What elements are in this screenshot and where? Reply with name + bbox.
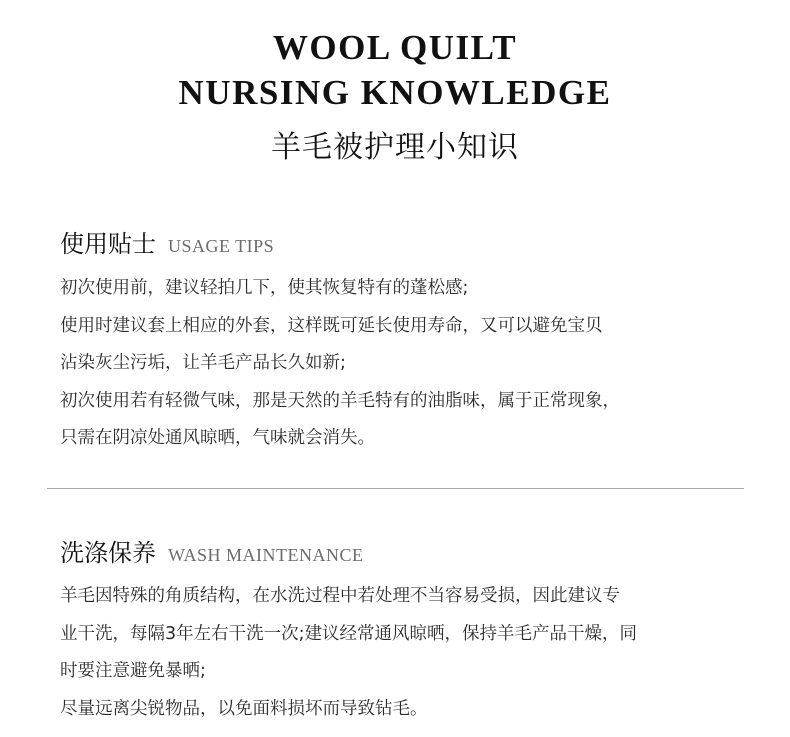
title-chinese: 羊毛被护理小知识	[271, 130, 519, 165]
wash-maintenance-heading-zh: 洗涤保养	[60, 539, 156, 567]
usage-tips-text	[60, 270, 750, 458]
wash-maintenance-heading	[60, 533, 364, 567]
usage-tips-line: 沾染灰尘污垢，让羊毛产品长久如新;	[60, 353, 346, 373]
wash-maintenance-line: 尽量远离尖锐物品，以免面料损坏而导致钻毛。	[60, 698, 428, 719]
section-divider	[47, 488, 744, 489]
wash-maintenance-text	[60, 578, 750, 728]
usage-tips-heading	[60, 224, 274, 258]
title-english-line-1: WOOL QUILT	[272, 28, 518, 67]
usage-tips-heading-en: USAGE TIPS	[168, 236, 275, 256]
usage-tips-line: 使用时建议套上相应的外套，这样既可延长使用寿命，又可以避免宝贝	[60, 315, 603, 336]
wash-maintenance-heading-en: WASH MAINTENANCE	[168, 545, 364, 565]
wash-maintenance-line: 业干洗，每隔3年左右干洗一次;建议经常通风晾晒，保持羊毛产品干燥，同	[60, 623, 638, 644]
wash-maintenance-line: 时要注意避免暴晒;	[60, 661, 206, 681]
usage-tips-line: 初次使用若有轻微气味，那是天然的羊毛特有的油脂味，属于正常现象，	[60, 390, 620, 411]
usage-tips-line: 只需在阴凉处通风晾晒，气味就会消失。	[60, 428, 375, 448]
wash-maintenance-line: 羊毛因特殊的角质结构，在水洗过程中若处理不当容易受损，因此建议专	[60, 586, 620, 606]
usage-tips-heading-zh: 使用贴士	[60, 230, 156, 258]
title-english-line-2: NURSING KNOWLEDGE	[178, 73, 612, 112]
usage-tips-line: 初次使用前，建议轻拍几下，使其恢复特有的蓬松感;	[60, 278, 469, 298]
